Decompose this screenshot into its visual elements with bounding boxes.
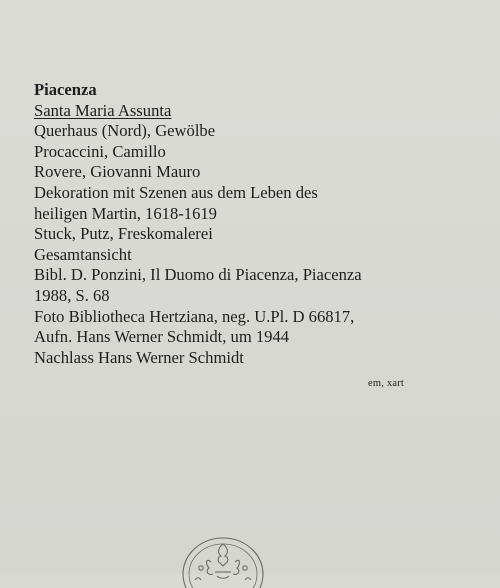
location-text: Querhaus (Nord), Gewölbe [34,121,216,141]
card-title: Piacenza [34,80,97,99]
artist-2: Rovere, Giovanni Mauro [34,162,201,182]
artist-1: Procaccini, Camillo [34,141,166,161]
subject-line-2: heiligen Martin, 1618-1619 [34,203,217,223]
church-name: Santa Maria Assunta [34,100,172,120]
cataloguer-initials: em, xart [368,378,405,389]
photo-line-2: Aufn. Hans Werner Schmidt, um 1944 [34,327,290,347]
photo-line-1: Foto Bibliotheca Hertziana, neg. U.Pl. D 66817, [34,306,355,326]
bibliography-line-1: Bibl. D. Ponzini, Il Duomo di Piacenza, Piacenza [34,265,362,285]
estate-text: Nachlass Hans Werner Schmidt [34,347,244,367]
view-text: Gesamtansicht [34,244,132,264]
technique-text: Stuck, Putz, Freskomalerei [34,224,213,244]
library-seal-stamp-icon [175,528,271,588]
subject-line-1: Dekoration mit Szenen aus dem Leben des [34,182,318,202]
card-text [34,80,474,368]
bibliography-line-2: 1988, S. 68 [34,285,110,305]
